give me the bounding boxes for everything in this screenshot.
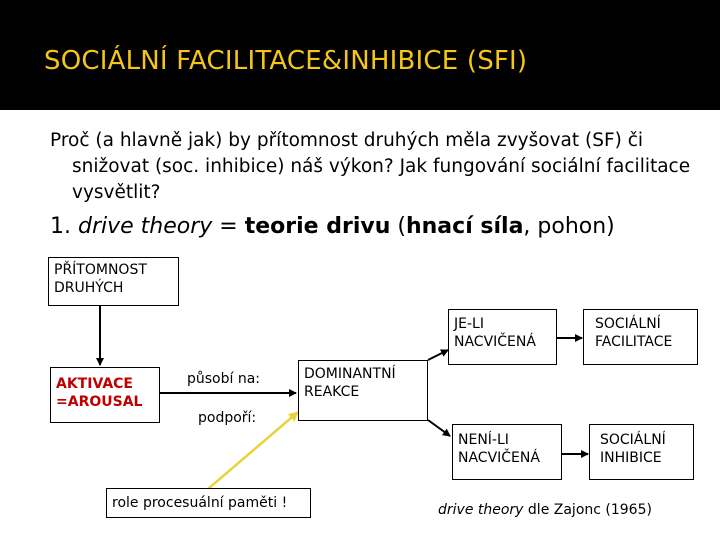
term-bold-part: hnací síla <box>405 214 524 239</box>
dominant-line2: REAKCE <box>304 384 360 400</box>
item-number: 1. <box>50 214 71 239</box>
unpracticed-line2: NACVIČENÁ <box>458 450 540 466</box>
unpracticed-line1: NENÍ-LI <box>458 432 509 448</box>
term-en: drive theory <box>78 214 213 239</box>
memory-role-text: role procesuální paměti ! <box>112 495 288 511</box>
presence-line1: PŘÍTOMNOST <box>54 262 147 278</box>
caption-rest: dle Zajonc (1965) <box>523 502 652 518</box>
practiced-box <box>448 309 557 365</box>
term-rest: , pohon) <box>523 214 615 239</box>
inhibition-line2: INHIBICE <box>600 450 662 466</box>
facilitation-line1: SOCIÁLNÍ <box>595 316 661 332</box>
practiced-line1: JE-LI <box>454 316 484 332</box>
arousal-box <box>50 367 160 423</box>
memory-role-box <box>106 488 311 518</box>
arrow-dominant-to-practiced <box>428 350 448 360</box>
arousal-line1: AKTIVACE <box>56 376 133 392</box>
question-text: Proč (a hlavně jak) by přítomnost druhých měla zvyšovat (SF) či snižovat (soc. inhibice) náš výkon? Jak fungování sociální facilitace vysvětlit? <box>50 130 691 203</box>
caption-italic: drive theory <box>438 502 524 518</box>
term-cz: teorie drivu <box>244 214 391 239</box>
supports-label: podpoří: <box>198 410 257 426</box>
acts-on-label: působí na: <box>187 371 261 387</box>
inhibition-line1: SOCIÁLNÍ <box>600 432 666 448</box>
inhibition-box <box>589 424 694 480</box>
slide-title: SOCIÁLNÍ FACILITACE&INHIBICE (SFI) <box>44 46 528 76</box>
dominant-reaction-box <box>298 360 428 421</box>
presence-line2: DRUHÝCH <box>54 280 124 296</box>
paren-open: ( <box>390 214 406 239</box>
facilitation-line2: FACILITACE <box>595 334 673 350</box>
arrow-dominant-to-unpracticed <box>428 420 450 436</box>
dominant-line1: DOMINANTNÍ <box>304 366 396 382</box>
equals-sign: = <box>212 214 245 239</box>
facilitation-box <box>583 309 698 365</box>
source-caption <box>438 502 652 518</box>
arousal-line2: =AROUSAL <box>56 394 143 410</box>
practiced-line2: NACVIČENÁ <box>454 334 536 350</box>
unpracticed-box <box>452 424 562 480</box>
presence-box <box>48 257 179 306</box>
